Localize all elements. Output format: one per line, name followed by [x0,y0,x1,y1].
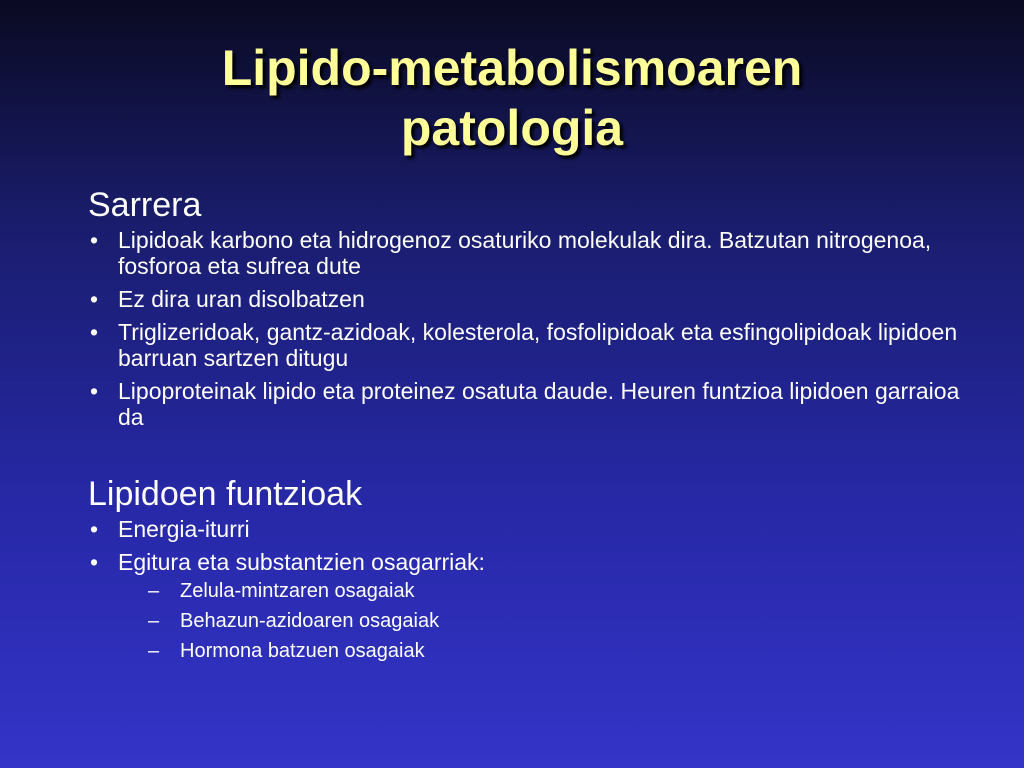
sub-bullet-item: – Behazun-azidoaren osagaiak [118,609,988,633]
bullet-item-text: Egitura eta substantzien osagarriak: [118,549,485,575]
funtzioak-bullet-list [88,516,988,663]
slide-body [88,185,988,670]
section-heading-sarrera: Sarrera [88,186,202,224]
bullet-item: • Lipoproteinak lipido eta proteinez osatuta daude. Heuren funtzioa lipidoen garraioa da [88,378,988,430]
sub-bullet-item: – Zelula-mintzaren osagaiak [118,579,988,603]
slide-title [0,38,1024,158]
bullet-item: • Triglizeridoak, gantz-azidoak, kolesterola, fosfolipidoak eta esfingolipidoak lipidoen barruan sartzen ditugu [88,319,988,371]
bullet-item: • Energia-iturri [88,516,988,542]
section-heading-funtzioak: Lipidoen funtzioak [88,475,363,513]
bullet-item: • Lipidoak karbono eta hidrogenoz osaturiko molekulak dira. Batzutan nitrogenoa, fosforoa eta sufrea dute [88,227,988,279]
sub-bullet-item: – Hormona batzuen osagaiak [118,639,988,663]
bullet-item: • Ez dira uran disolbatzen [88,286,988,312]
bullet-item-with-subitems [88,549,988,663]
slide-title-line-2: patologia [400,100,624,156]
sarrera-bullet-list [88,227,988,430]
slide-title-line-1: Lipido-metabolismoaren [221,40,803,96]
sub-bullet-list [118,579,988,663]
